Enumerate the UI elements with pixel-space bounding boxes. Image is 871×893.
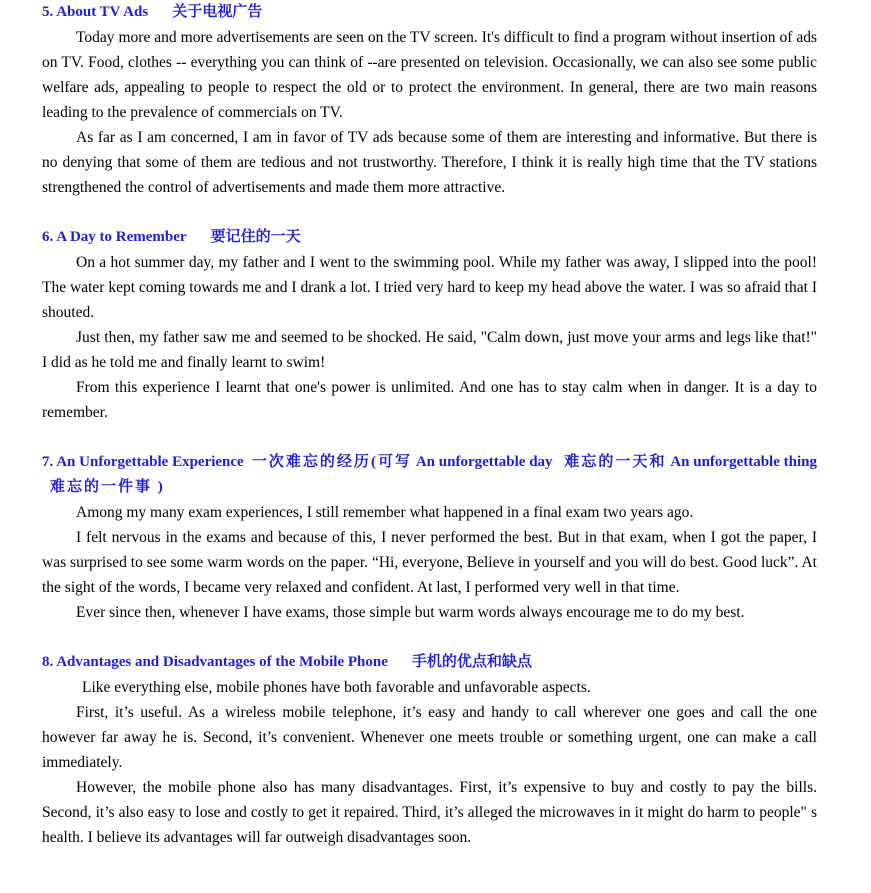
section-title-alt: An unforgettable thing [670, 454, 818, 470]
section-title-alt: An unforgettable day [415, 454, 553, 470]
spacer [42, 200, 817, 225]
section-6 [42, 225, 817, 425]
section-title-alt-cn: 难忘的一天和 [564, 454, 667, 470]
paragraph: Today more and more advertisements are seen on the TV screen. It's difficult to find a program without insertion of ads on TV. Food, clothes -- everything you can think of --are presented on television. Occasionally, we can also see some public welfare ads, appealing to people to respect the old or to protect the environment. In general, there are two main reasons leading to the prevalence of commercials on TV. [42, 29, 817, 121]
section-7 [42, 450, 817, 625]
section-number: 5. [42, 4, 54, 20]
section-heading [42, 0, 817, 25]
section-number: 8. [42, 654, 54, 670]
document-page [42, 0, 817, 850]
section-5 [42, 0, 817, 200]
section-title: An Unforgettable Experience [56, 454, 244, 470]
paragraph: Ever since then, whenever I have exams, those simple but warm words always encourage me to do my best. [76, 604, 745, 621]
section-title: Advantages and Disadvantages of the Mobile Phone [56, 654, 388, 670]
paragraph: On a hot summer day, my father and I went to the swimming pool. While my father was away, I slipped into the pool! The water kept coming towards me and I drank a lot. I tried very hard to keep my head above the water. I was so afraid that I shouted. [42, 254, 817, 321]
section-heading [42, 650, 817, 675]
paragraph: Among my many exam experiences, I still remember what happened in a final exam two years ago. [76, 504, 694, 521]
section-heading [42, 225, 817, 250]
paragraph: From this experience I learnt that one's power is unlimited. And one has to stay calm when in danger. It is a day to remember. [42, 379, 817, 421]
section-title: About TV Ads [56, 4, 149, 20]
paragraph: First, it’s useful. As a wireless mobile telephone, it’s easy and handy to call wherever one goes and call the one however far away he is. Second, it’s convenient. Whenever one meets trouble or something urgent, one can make a call immediately. [42, 704, 817, 771]
paragraph: However, the mobile phone also has many disadvantages. First, it’s expensive to buy and costly to pay the bills. Second, it’s also easy to lose and costly to get it repaired. Third, it’s alleged the microwaves in it might do harm to people" s health. I believe its advantages will far outweigh disadvantages soon. [42, 779, 817, 846]
section-title: A Day to Remember [56, 229, 187, 245]
section-title-cn: 要记住的一天 [210, 229, 301, 245]
paragraph: Like everything else, mobile phones have both favorable and unfavorable aspects. [82, 679, 591, 696]
section-8 [42, 650, 817, 850]
section-title-cn: 一次难忘的经历(可写 [251, 454, 413, 470]
section-number: 7. [42, 454, 54, 470]
paragraph: Just then, my father saw me and seemed to be shocked. He said, "Calm down, just move your arms and legs like that!" I did as he told me and finally learnt to swim! [42, 329, 817, 371]
section-title-cn: 关于电视广告 [172, 4, 263, 20]
spacer [42, 625, 817, 650]
section-heading [42, 450, 817, 500]
section-title-alt-cn: 难忘的一件事 ) [50, 479, 165, 495]
section-title-cn: 手机的优点和缺点 [411, 654, 532, 670]
spacer [42, 425, 817, 450]
paragraph: I felt nervous in the exams and because of this, I never performed the best. But in that exam, when I got the paper, I was surprised to see some warm words on the paper. “Hi, everyone, Believe in yourself and you will do best. Good luck”. At the sight of the words, I became very relaxed and confident. At last, I performed very well in that time. [42, 529, 817, 596]
paragraph: As far as I am concerned, I am in favor of TV ads because some of them are interesting and informative. But there is no denying that some of them are tedious and not trustworthy. Therefore, I think it is really high time that the TV stations strengthened the control of advertisements and made them more attractive. [42, 129, 817, 196]
section-number: 6. [42, 229, 54, 245]
